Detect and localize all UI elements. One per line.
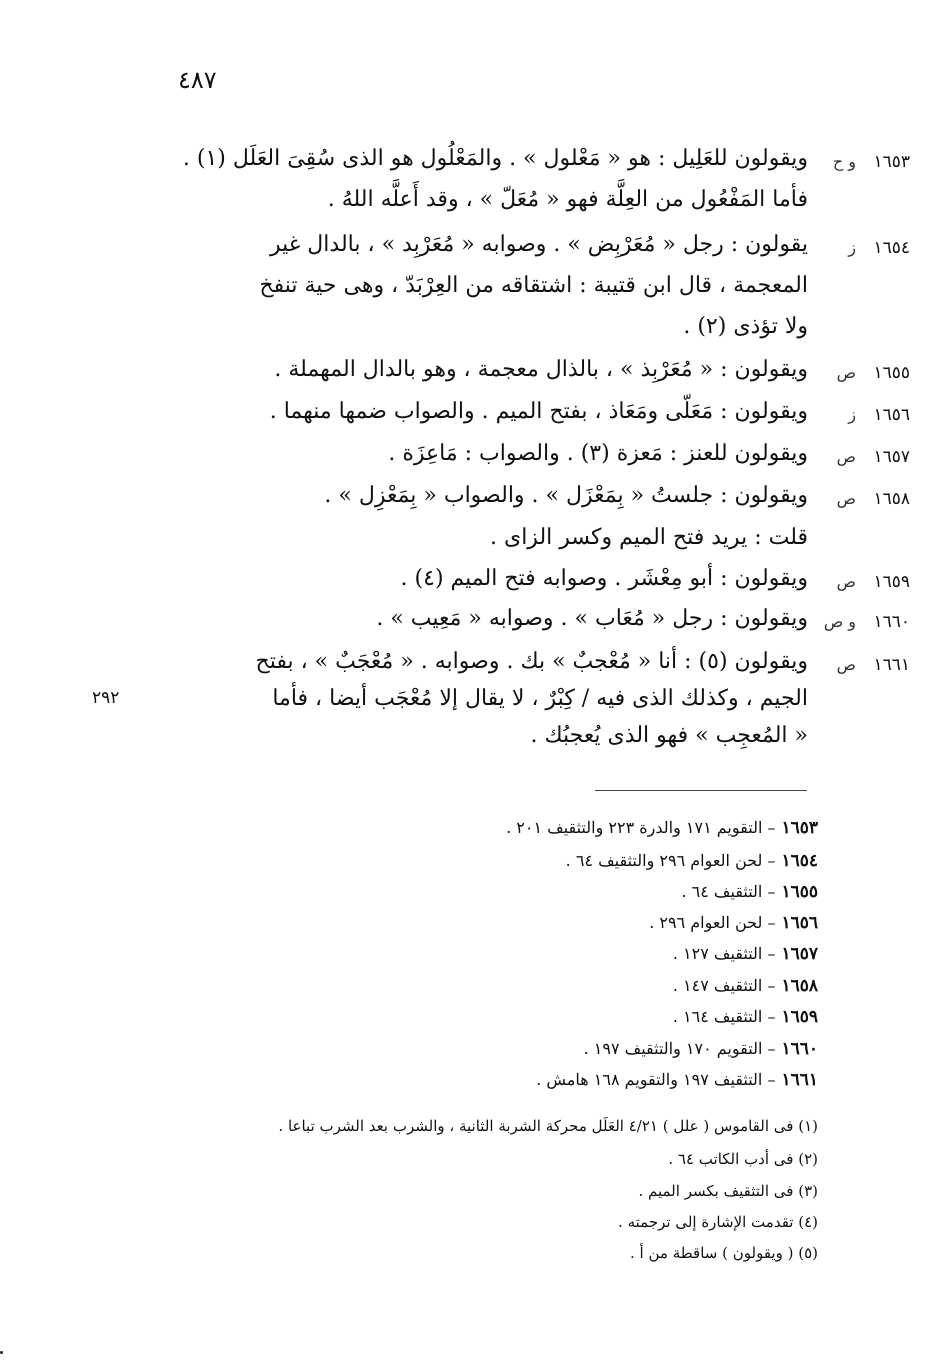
entry-number: ١٦٥٩ [873, 572, 910, 592]
entry-line: « المُعجِب » فهو الذى يُعجبُك . [530, 723, 808, 748]
margin-page-reference: ٢٩٢ [92, 688, 120, 708]
reference-text: – لحن العوام ٢٩٦ والتثقيف ٦٤ . [565, 851, 776, 870]
entry-number: ١٦٥٥ [873, 363, 910, 383]
entry-line: المعجمة ، قال ابن قتيبة : اشتقاقه من العِرْبَدّ ، وهى حية تنفخ [259, 273, 808, 298]
entry-source: ص [836, 572, 856, 591]
entry-line: قلت : يريد فتح الميم وكسر الزاى . [489, 525, 808, 550]
reference-line [506, 818, 818, 838]
entry-number: ١٦٥٦ [873, 405, 910, 425]
entry-number: ١٦٥٣ [873, 152, 910, 172]
entry-line: ويقولون : رجل « مُعَاب » . وصوابه « مَعِيب » . [376, 606, 808, 631]
reference-text: – التثقيف ٦٤ . [681, 882, 776, 901]
reference-number: ١٦٥٩ [781, 1007, 818, 1027]
footnote: (٤) تقدمت الإشارة إلى ترجمته . [618, 1213, 818, 1231]
entry-source: و ص [823, 612, 856, 631]
reference-line [584, 1039, 818, 1059]
footnote: (٢) فى أدب الكاتب ٦٤ . [668, 1150, 818, 1168]
reference-line [536, 1070, 818, 1090]
reference-line [681, 882, 818, 902]
entry-source: ص [836, 363, 856, 382]
reference-text: – التثقيف ١٦٤ . [672, 1007, 776, 1026]
entry-line: ويقولون : مَعَلّى ومَعَاذ ، بفتح الميم . والصواب ضمها منهما . [269, 399, 808, 424]
reference-number: ١٦٥٨ [781, 976, 818, 996]
footnote: (٣) فى التثقيف بكسر الميم . [638, 1182, 818, 1200]
entry-source: ص [836, 489, 856, 508]
reference-number: ١٦٥٥ [781, 882, 818, 902]
reference-number: ١٦٥٧ [781, 944, 818, 964]
entry-number: ١٦٥٤ [873, 238, 910, 258]
reference-text: – التثقيف ١٢٧ . [672, 944, 776, 963]
entry-line: ولا تؤذى (٢) . [683, 314, 808, 339]
entry-line: فأما المَفْعُول من العِلَّة فهو « مُعَلّ » ، وقد أَعلَّه اللهُ . [327, 187, 808, 212]
page-number: ٤٨٧ [178, 66, 217, 94]
entry-line: ويقولون : « مُعَرْبِذ » ، بالذال معجمة ، وهو بالدال المهملة . [274, 357, 808, 382]
entry-source: ص [836, 655, 856, 674]
reference-number: ١٦٥٣ [781, 818, 818, 838]
entry-source: و ح [832, 152, 856, 171]
reference-line [673, 1007, 818, 1027]
entry-line: ويقولون للعنز : مَعزة (٣) . والصواب : مَاعِزَة . [388, 441, 808, 466]
reference-line [649, 913, 818, 933]
entry-number: ١٦٦١ [873, 655, 910, 675]
entry-number: ١٦٥٨ [873, 489, 910, 509]
reference-text: – التقويم ١٧١ والدرة ٢٢٣ والتثقيف ٢٠١ . [506, 818, 776, 837]
entry-line: ويقولون (٥) : أنا « مُعْجبٌ » بك . وصوابه . « مُعْجَبٌ » ، بفتح [255, 649, 808, 674]
reference-number: ١٦٥٦ [781, 913, 818, 933]
entry-source: ز [848, 405, 856, 424]
reference-number: ١٦٥٤ [781, 851, 818, 871]
entry-source: ز [848, 238, 856, 257]
footnote: (٥) ( ويقولون ) ساقطة من أ . [630, 1244, 818, 1262]
footnote: (١) فى القاموس ( علل ) ٤/٢١ العَلَل محركة الشربة الثانية ، والشرب بعد الشرب تباعا . [278, 1117, 818, 1135]
reference-line [673, 944, 818, 964]
entry-line: الجيم ، وكذلك الذى فيه / كِبْرٌ ، لا يقال إلا مُعْجَب أيضا ، فأما [272, 686, 808, 711]
entry-line: ويقولون : جلستُ « بِمَعْزَل » . والصواب « بِمَعْزِل » . [324, 483, 808, 508]
entry-line: ويقولون : أبو مِعْشَر . وصوابه فتح الميم (٤) . [400, 566, 808, 591]
entry-number: ١٦٥٧ [873, 447, 910, 467]
footnote-divider [595, 790, 807, 791]
reference-text: – التثقيف ١٤٧ . [672, 976, 776, 995]
reference-line [566, 851, 818, 871]
reference-number: ١٦٦٠ [781, 1039, 818, 1059]
reference-number: ١٦٦١ [781, 1070, 818, 1090]
entry-source: ص [836, 447, 856, 466]
entry-line: يقولون : رجل « مُعَرْبِض » . وصوابه « مُعَرْبِد » ، بالدال غير [270, 232, 808, 257]
reference-text: – لحن العوام ٢٩٦ . [649, 913, 776, 932]
entry-line: ويقولون للعَلِيل : هو « مَعْلول » . والمَعْلُول هو الذى سُقِىَ العَلَل (١) . [182, 146, 808, 171]
reference-line [673, 976, 818, 996]
reference-text: – التثقيف ١٩٧ والتقويم ١٦٨ هامش . [536, 1070, 776, 1089]
reference-text: – التقويم ١٧٠ والتثقيف ١٩٧ . [583, 1039, 776, 1058]
entry-number: ١٦٦٠ [873, 612, 910, 632]
scan-speck [0, 1351, 3, 1354]
